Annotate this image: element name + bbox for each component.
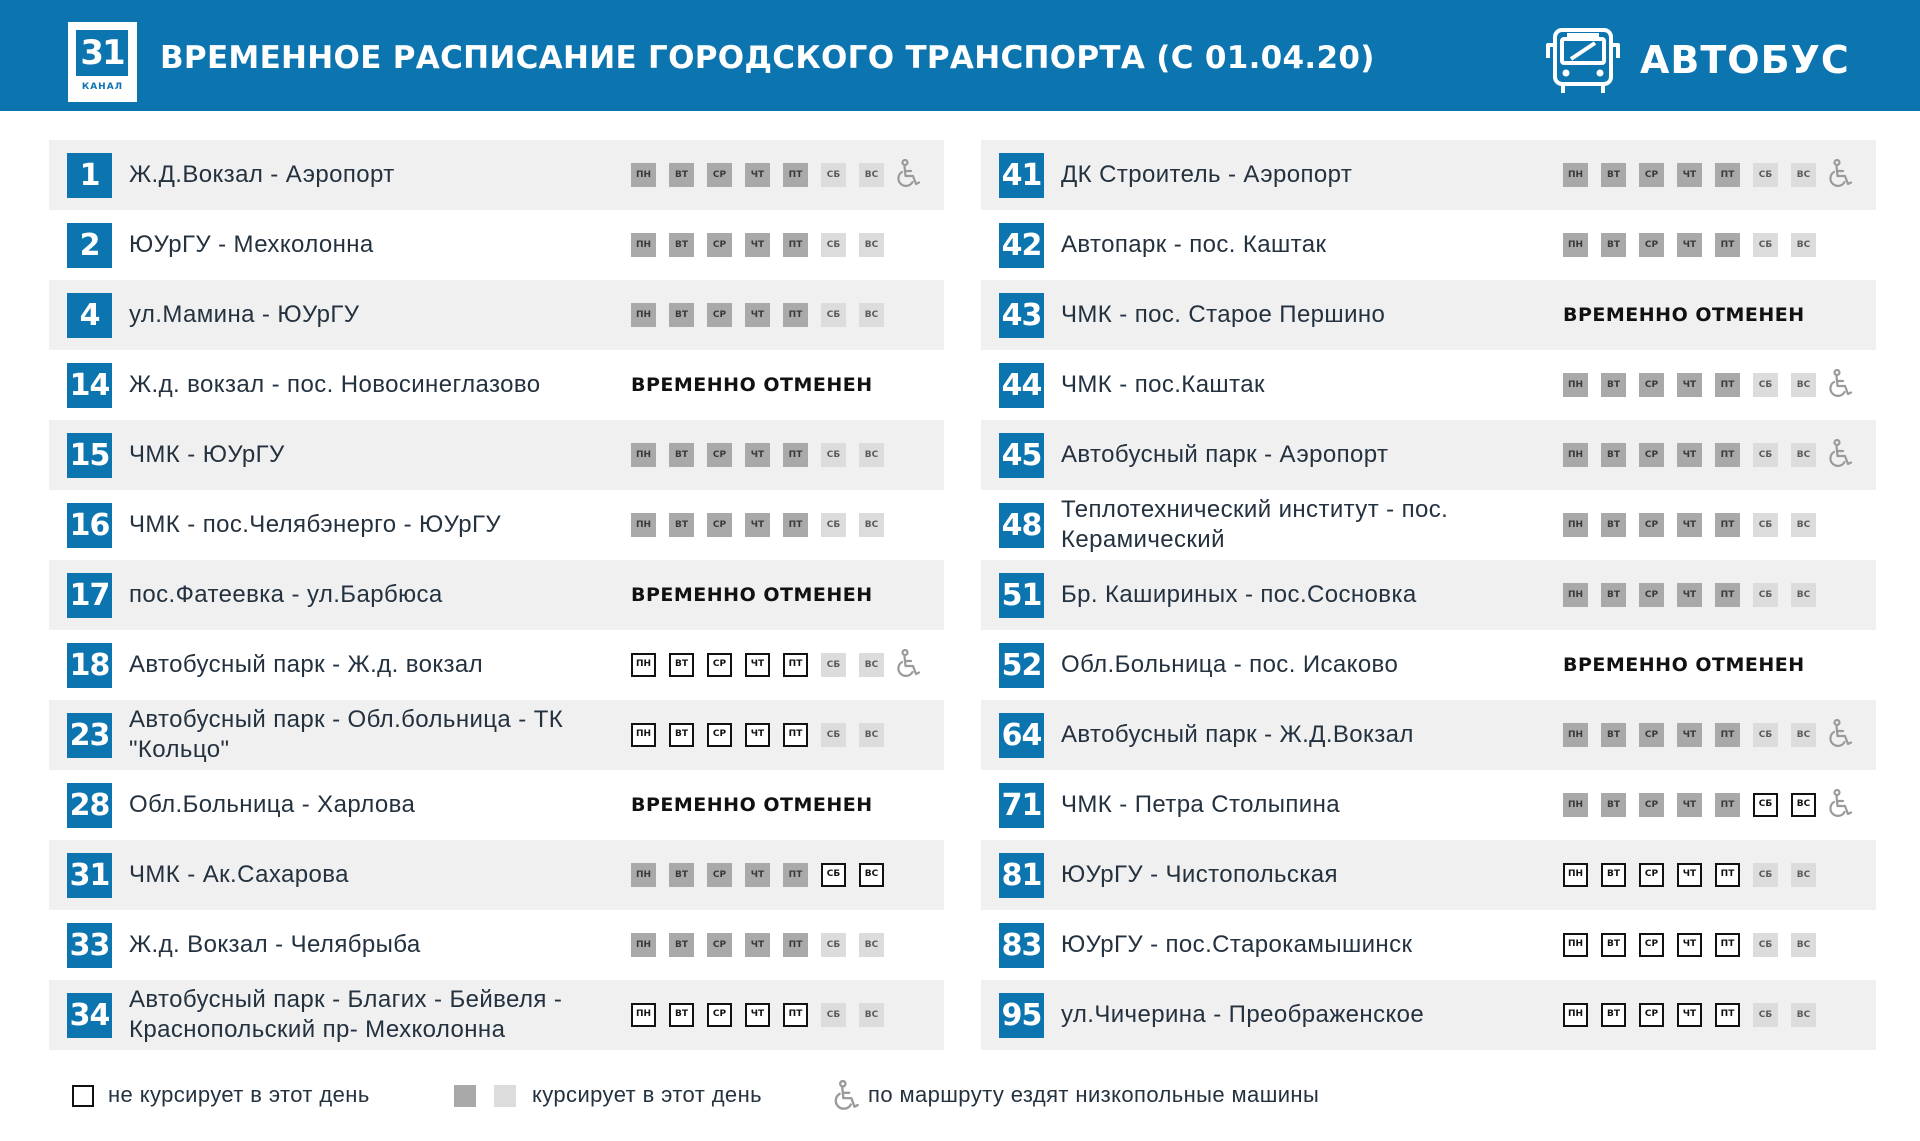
route-row [49, 910, 944, 980]
day-badge: ПТ [1715, 793, 1740, 817]
weekday-schedule [631, 443, 884, 467]
day-badge: СБ [1753, 163, 1778, 187]
legend-not-running-swatch [72, 1085, 94, 1107]
day-badge: ВТ [1601, 723, 1626, 747]
wheelchair-icon [1827, 719, 1853, 749]
day-badge: ПН [631, 303, 656, 327]
day-badge: ВТ [1601, 233, 1626, 257]
day-badge: ВТ [1601, 443, 1626, 467]
route-row [981, 490, 1876, 560]
day-badge: СР [707, 933, 732, 957]
day-badge: СР [707, 723, 732, 747]
day-badge: СБ [821, 653, 846, 677]
route-number: 31 [67, 853, 112, 898]
route-number: 81 [999, 853, 1044, 898]
weekday-schedule [1563, 793, 1816, 817]
route-row [981, 910, 1876, 980]
route-name: Обл.Больница - пос. Исаково [1061, 651, 1399, 678]
route-row [981, 980, 1876, 1050]
day-badge: ПТ [783, 303, 808, 327]
day-badge: СБ [1753, 793, 1778, 817]
route-number: 23 [67, 713, 112, 758]
day-badge: ЧТ [1677, 233, 1702, 257]
day-badge: СР [707, 443, 732, 467]
route-row [49, 980, 944, 1050]
day-badge: СР [707, 1003, 732, 1027]
route-name: ЮУрГУ - пос.Старокамышинск [1061, 931, 1413, 958]
day-badge: ПТ [783, 653, 808, 677]
day-badge: ПН [1563, 163, 1588, 187]
day-badge: ЧТ [745, 863, 770, 887]
day-badge: СР [1639, 723, 1664, 747]
route-number: 41 [999, 153, 1044, 198]
page-title: ВРЕМЕННОЕ РАСПИСАНИЕ ГОРОДСКОГО ТРАНСПОРТА (С 01.04.20) [160, 40, 1375, 76]
route-number: 83 [999, 923, 1044, 968]
day-badge: ВС [859, 723, 884, 747]
cancelled-label: ВРЕМЕННО ОТМЕНЕН [631, 584, 873, 606]
route-name: Ж.Д.Вокзал - Аэропорт [129, 161, 395, 188]
route-name: ЮУрГУ - Чистопольская [1061, 861, 1338, 888]
legend-running-swatch-light [494, 1085, 516, 1107]
day-badge: ПН [631, 723, 656, 747]
day-badge: ЧТ [745, 513, 770, 537]
route-name: Обл.Больница - Харлова [129, 791, 416, 818]
day-badge: ВС [1791, 1003, 1816, 1027]
day-badge: ВС [1791, 513, 1816, 537]
day-badge: ПН [631, 233, 656, 257]
day-badge: ЧТ [745, 933, 770, 957]
route-name: ЧМК - пос.Челябэнерго - ЮУрГУ [129, 511, 502, 538]
wheelchair-icon [1827, 439, 1853, 469]
route-row [49, 700, 944, 770]
day-badge: ПН [1563, 723, 1588, 747]
day-badge: СР [1639, 583, 1664, 607]
day-badge: ПТ [783, 163, 808, 187]
weekday-schedule [1563, 863, 1816, 887]
day-badge: ПТ [1715, 513, 1740, 537]
route-number: 4 [67, 293, 112, 338]
day-badge: ЧТ [745, 653, 770, 677]
day-badge: СР [1639, 373, 1664, 397]
day-badge: СР [1639, 163, 1664, 187]
routes-right-column [981, 140, 1876, 1050]
weekday-schedule [631, 1003, 884, 1027]
logo-number: 31 [76, 30, 128, 76]
header-bar [0, 0, 1920, 111]
day-badge: ВС [859, 233, 884, 257]
day-badge: ЧТ [745, 443, 770, 467]
day-badge: ПТ [1715, 373, 1740, 397]
day-badge: ВС [1791, 793, 1816, 817]
day-badge: ПТ [1715, 723, 1740, 747]
day-badge: СБ [1753, 863, 1778, 887]
route-name: Автобусный парк - Обл.больница - ТК "Кольцо" [129, 706, 564, 763]
day-badge: ПТ [783, 933, 808, 957]
legend-running-swatch-dark [454, 1085, 476, 1107]
day-badge: ВС [859, 513, 884, 537]
day-badge: ЧТ [1677, 373, 1702, 397]
day-badge: ПН [1563, 373, 1588, 397]
day-badge: СБ [1753, 373, 1778, 397]
route-row [981, 280, 1876, 350]
route-row [49, 770, 944, 840]
route-number: 52 [999, 643, 1044, 688]
day-badge: ВТ [1601, 863, 1626, 887]
route-number: 64 [999, 713, 1044, 758]
weekday-schedule [1563, 233, 1816, 257]
route-name: ЮУрГУ - Мехколонна [129, 231, 374, 258]
day-badge: ПН [1563, 233, 1588, 257]
day-badge: ЧТ [1677, 1003, 1702, 1027]
route-number: 15 [67, 433, 112, 478]
route-row [981, 700, 1876, 770]
day-badge: ВТ [669, 513, 694, 537]
day-badge: СР [1639, 513, 1664, 537]
day-badge: СР [707, 163, 732, 187]
day-badge: СБ [1753, 583, 1778, 607]
route-row [49, 560, 944, 630]
day-badge: ВТ [669, 933, 694, 957]
route-name: Ж.д. Вокзал - Челябрыба [129, 931, 421, 958]
weekday-schedule [1563, 443, 1816, 467]
day-badge: ПН [631, 1003, 656, 1027]
day-badge: ПТ [1715, 163, 1740, 187]
day-badge: ВТ [1601, 373, 1626, 397]
route-number: 48 [999, 503, 1044, 548]
day-badge: ВТ [669, 1003, 694, 1027]
day-badge: СБ [821, 933, 846, 957]
day-badge: СБ [821, 233, 846, 257]
route-name: Ж.д. вокзал - пос. Новосинеглазово [129, 371, 541, 398]
weekday-schedule [1563, 933, 1816, 957]
day-badge: ВС [859, 653, 884, 677]
routes-left-column [49, 140, 944, 1050]
route-name: ЧМК - ЮУрГУ [129, 441, 285, 468]
route-number: 45 [999, 433, 1044, 478]
day-badge: ВТ [669, 233, 694, 257]
route-row [49, 350, 944, 420]
day-badge: СР [707, 513, 732, 537]
cancelled-label: ВРЕМЕННО ОТМЕНЕН [1563, 304, 1805, 326]
weekday-schedule [631, 933, 884, 957]
legend-running-label: курсирует в этот день [532, 1082, 762, 1107]
day-badge: ПН [631, 933, 656, 957]
route-name: Автобусный парк - Ж.д. вокзал [129, 651, 484, 678]
day-badge: ЧТ [745, 723, 770, 747]
day-badge: ПТ [1715, 443, 1740, 467]
day-badge: СБ [1753, 1003, 1778, 1027]
day-badge: ПН [631, 163, 656, 187]
day-badge: ВС [1791, 373, 1816, 397]
day-badge: ПН [631, 443, 656, 467]
day-badge: ВТ [669, 653, 694, 677]
day-badge: СБ [821, 1003, 846, 1027]
day-badge: СБ [1753, 233, 1778, 257]
route-number: 18 [67, 643, 112, 688]
day-badge: ВС [859, 863, 884, 887]
day-badge: СР [707, 233, 732, 257]
weekday-schedule [631, 863, 884, 887]
wheelchair-icon [895, 159, 921, 189]
weekday-schedule [631, 513, 884, 537]
wheelchair-icon [1827, 159, 1853, 189]
day-badge: СБ [1753, 723, 1778, 747]
day-badge: ПН [631, 863, 656, 887]
route-name: Автобусный парк - Ж.Д.Вокзал [1061, 721, 1414, 748]
weekday-schedule [631, 233, 884, 257]
route-number: 14 [67, 363, 112, 408]
wheelchair-icon [895, 649, 921, 679]
route-name: Теплотехнический институт - пос. Керамический [1061, 496, 1449, 553]
day-badge: ПН [631, 513, 656, 537]
day-badge: СБ [821, 513, 846, 537]
day-badge: СБ [1753, 933, 1778, 957]
route-number: 1 [67, 153, 112, 198]
day-badge: СР [1639, 863, 1664, 887]
route-name: Автобусный парк - Благих - Бейвеля - Краснопольский пр- Мехколонна [129, 986, 563, 1043]
day-badge: ПТ [1715, 933, 1740, 957]
day-badge: ВТ [1601, 793, 1626, 817]
day-badge: ВТ [1601, 933, 1626, 957]
route-number: 34 [67, 993, 112, 1038]
cancelled-label: ВРЕМЕННО ОТМЕНЕН [631, 794, 873, 816]
day-badge: ВТ [669, 163, 694, 187]
route-row [981, 840, 1876, 910]
day-badge: ПТ [783, 513, 808, 537]
day-badge: ВС [1791, 723, 1816, 747]
day-badge: СР [707, 863, 732, 887]
day-badge: ПТ [783, 1003, 808, 1027]
day-badge: ЧТ [1677, 443, 1702, 467]
day-badge: СР [1639, 933, 1664, 957]
day-badge: ВС [1791, 443, 1816, 467]
day-badge: ПТ [783, 233, 808, 257]
route-name: Бр. Кашириных - пос.Сосновка [1061, 581, 1417, 608]
transport-type-label: АВТОБУС [1640, 38, 1850, 82]
day-badge: ПТ [1715, 583, 1740, 607]
route-number: 43 [999, 293, 1044, 338]
day-badge: ВТ [1601, 1003, 1626, 1027]
route-number: 71 [999, 783, 1044, 828]
day-badge: СБ [821, 443, 846, 467]
route-name: пос.Фатеевка - ул.Барбюса [129, 581, 443, 608]
legend-not-running-label: не курсирует в этот день [108, 1082, 370, 1107]
bus-icon [1545, 25, 1621, 97]
day-badge: ЧТ [1677, 723, 1702, 747]
day-badge: СБ [1753, 443, 1778, 467]
route-row [49, 280, 944, 350]
weekday-schedule [631, 723, 884, 747]
route-name: ул.Мамина - ЮУрГУ [129, 301, 360, 328]
route-row [981, 630, 1876, 700]
day-badge: ВС [859, 443, 884, 467]
day-badge: ВС [1791, 863, 1816, 887]
logo-caption: КАНАЛ [81, 82, 124, 92]
route-row [49, 840, 944, 910]
day-badge: СБ [821, 723, 846, 747]
day-badge: ВС [859, 303, 884, 327]
day-badge: ПН [1563, 583, 1588, 607]
weekday-schedule [631, 653, 884, 677]
day-badge: ЧТ [745, 303, 770, 327]
route-number: 95 [999, 993, 1044, 1038]
day-badge: ПН [1563, 863, 1588, 887]
day-badge: ЧТ [1677, 933, 1702, 957]
day-badge: ВС [859, 1003, 884, 1027]
day-badge: ПТ [1715, 233, 1740, 257]
day-badge: ВС [859, 163, 884, 187]
weekday-schedule [1563, 513, 1816, 537]
route-row [981, 140, 1876, 210]
route-name: Автопарк - пос. Каштак [1061, 231, 1327, 258]
day-badge: ПТ [783, 723, 808, 747]
weekday-schedule [631, 163, 884, 187]
route-name: ЧМК - пос. Старое Першино [1061, 301, 1386, 328]
day-badge: ПН [1563, 933, 1588, 957]
route-row [49, 140, 944, 210]
route-row [49, 210, 944, 280]
route-number: 2 [67, 223, 112, 268]
route-number: 28 [67, 783, 112, 828]
weekday-schedule [1563, 723, 1816, 747]
day-badge: ВС [1791, 933, 1816, 957]
route-name: ЧМК - пос.Каштак [1061, 371, 1265, 398]
day-badge: ЧТ [1677, 793, 1702, 817]
day-badge: ЧТ [1677, 163, 1702, 187]
wheelchair-icon [832, 1080, 860, 1112]
day-badge: СБ [821, 303, 846, 327]
wheelchair-icon [1827, 789, 1853, 819]
day-badge: СР [1639, 793, 1664, 817]
day-badge: ЧТ [745, 233, 770, 257]
day-badge: СР [1639, 233, 1664, 257]
day-badge: ЧТ [1677, 583, 1702, 607]
day-badge: СБ [821, 863, 846, 887]
channel-logo [68, 22, 137, 102]
day-badge: ЧТ [1677, 863, 1702, 887]
day-badge: ВС [1791, 583, 1816, 607]
route-row [981, 210, 1876, 280]
route-row [49, 630, 944, 700]
route-row [981, 350, 1876, 420]
legend-low-floor-label: по маршруту ездят низкопольные машины [868, 1082, 1320, 1107]
route-row [49, 490, 944, 560]
route-row [981, 770, 1876, 840]
day-badge: ВТ [1601, 583, 1626, 607]
route-number: 42 [999, 223, 1044, 268]
weekday-schedule [631, 303, 884, 327]
day-badge: ВТ [669, 723, 694, 747]
weekday-schedule [1563, 163, 1816, 187]
day-badge: СБ [821, 163, 846, 187]
day-badge: ПН [1563, 1003, 1588, 1027]
legend [72, 1078, 1372, 1114]
wheelchair-icon [1827, 369, 1853, 399]
day-badge: ВС [1791, 233, 1816, 257]
route-row [981, 420, 1876, 490]
route-name: Автобусный парк - Аэропорт [1061, 441, 1389, 468]
route-name: ДК Строитель - Аэропорт [1061, 161, 1353, 188]
day-badge: СР [707, 303, 732, 327]
route-number: 16 [67, 503, 112, 548]
day-badge: ЧТ [745, 163, 770, 187]
day-badge: ПН [1563, 793, 1588, 817]
day-badge: СР [1639, 1003, 1664, 1027]
route-number: 17 [67, 573, 112, 618]
day-badge: ПТ [1715, 863, 1740, 887]
day-badge: ПТ [783, 863, 808, 887]
day-badge: ПН [1563, 513, 1588, 537]
day-badge: ВТ [1601, 163, 1626, 187]
route-number: 33 [67, 923, 112, 968]
route-number: 51 [999, 573, 1044, 618]
day-badge: СБ [1753, 513, 1778, 537]
day-badge: ПН [1563, 443, 1588, 467]
route-name: ЧМК - Петра Столыпина [1061, 791, 1340, 818]
route-row [981, 560, 1876, 630]
route-number: 44 [999, 363, 1044, 408]
cancelled-label: ВРЕМЕННО ОТМЕНЕН [1563, 654, 1805, 676]
day-badge: ПН [631, 653, 656, 677]
cancelled-label: ВРЕМЕННО ОТМЕНЕН [631, 374, 873, 396]
day-badge: СР [1639, 443, 1664, 467]
day-badge: ВТ [669, 863, 694, 887]
weekday-schedule [1563, 373, 1816, 397]
route-name: ЧМК - Ак.Сахарова [129, 861, 349, 888]
day-badge: ВТ [1601, 513, 1626, 537]
day-badge: ВС [859, 933, 884, 957]
day-badge: ЧТ [1677, 513, 1702, 537]
day-badge: ВТ [669, 303, 694, 327]
route-name: ул.Чичерина - Преображенское [1061, 1001, 1425, 1028]
day-badge: СР [707, 653, 732, 677]
route-row [49, 420, 944, 490]
day-badge: ЧТ [745, 1003, 770, 1027]
day-badge: ПТ [783, 443, 808, 467]
weekday-schedule [1563, 583, 1816, 607]
day-badge: ВС [1791, 163, 1816, 187]
weekday-schedule [1563, 1003, 1816, 1027]
day-badge: ВТ [669, 443, 694, 467]
day-badge: ПТ [1715, 1003, 1740, 1027]
